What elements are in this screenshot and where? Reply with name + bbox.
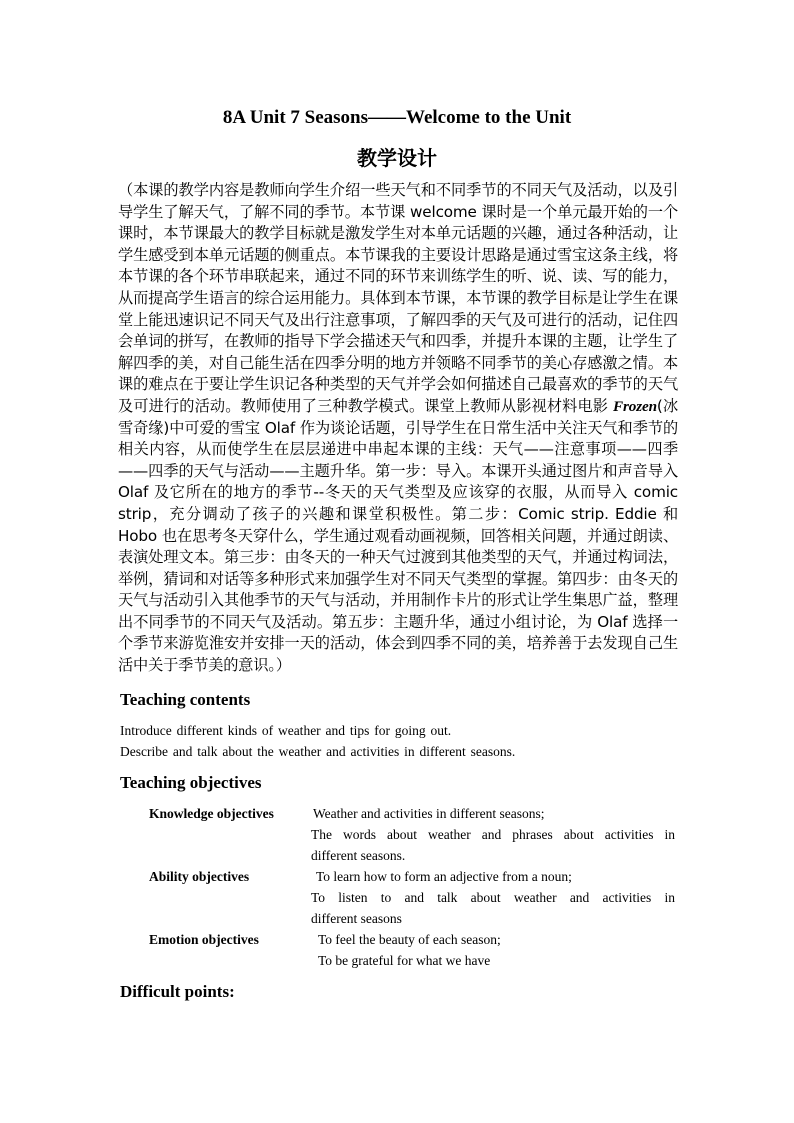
intro-frozen-title: Frozen xyxy=(613,397,657,415)
ability-objective-line-2: To listen to and talk about weather and activities in xyxy=(311,890,675,905)
document-subtitle: 教学设计 xyxy=(357,146,437,170)
intro-paragraph xyxy=(118,180,678,677)
knowledge-objective-line-2: The words about weather and phrases about activities in xyxy=(311,827,675,842)
ability-objective-line-1: To learn how to form an adjective from a noun; xyxy=(316,869,572,884)
teaching-contents-line-2: Describe and talk about the weather and activities in different seasons. xyxy=(120,744,516,759)
teaching-objectives-heading: Teaching objectives xyxy=(120,773,262,792)
emotion-objectives-label: Emotion objectives xyxy=(149,932,259,947)
teaching-contents-line-1: Introduce different kinds of weather and tips for going out. xyxy=(120,723,452,738)
intro-text-part2: (冰雪奇缘)中可爱的雪宝 Olaf 作为谈论话题，引导学生在日常生活中关注天气和季节的相关内容，从而使学生在层层递进中串起本课的主线：天气——注意事项——四季——四季的天气与活动——主题升华。第一步：导入。本课开头通过图片和声音导入 Olaf 及它所在的地方的季节--冬天的天气类型及应该穿的衣服，从而导入 comic strip，充分调动了孩子的兴趣和课堂积极性。第二步：Comic strip. Eddie 和 Hobo 也在思考冬天穿什么，学生通过观看动画视频，回答相关问题，并通过朗读、表演处理文本。第三步：由冬天的一种天气过渡到其他类型的天气，并通过构词法，举例，猜词和对话等多种形式来加强学生对不同天气类型的掌握。第四步：由冬天的天气与活动引入其他季节的天气与活动，并用制作卡片的形式让学生集思广益，整理出不同季节的不同天气及活动。第五步：主题升华，通过小组讨论，为 Olaf 选择一个季节来游览淮安并安排一天的活动，体会到四季不同的美，培养善于去发现自己生活中关于季节美的意识。） xyxy=(118,396,678,675)
teaching-contents-heading: Teaching contents xyxy=(120,690,251,709)
knowledge-objectives-label: Knowledge objectives xyxy=(149,806,274,821)
knowledge-objective-line-1: Weather and activities in different seasons; xyxy=(313,806,545,821)
difficult-points-heading: Difficult points: xyxy=(120,982,235,1001)
knowledge-objective-line-3: different seasons. xyxy=(311,848,406,863)
emotion-objective-line-2: To be grateful for what we have xyxy=(318,953,491,968)
intro-text-part1: （本课的教学内容是教师向学生介绍一些天气和不同季节的不同天气及活动，以及引导学生了解天气，了解不同的季节。本节课 welcome 课时是一个单元最开始的一个课时，本节课最大的教学目标就是激发学生对本单元话题的兴趣，通过各种活动，让学生感受到本单元话题的侧重点。本节课我的主要设计思路是通过雪宝这条主线，将本节课的各个环节串联起来，通过不同的环节来训练学生的听、说、读、写的能力，从而提高学生语言的综合运用能力。具体到本节课，本节课的教学目标是让学生在课堂上能迅速识记不同天气及出行注意事项，了解四季的天气及可进行的活动，记住四会单词的拼写，在教师的指导下学会描述天气和四季，并提升本课的主题，让学生了解四季的美，对自己能生活在四季分明的地方并领略不同季节的美心存感激之情。本课的难点在于要让学生识记各种类型的天气并学会如何描述自己最喜欢的季节的天气及可进行的活动。教师使用了三种教学模式。课堂上教师从影视材料电影 xyxy=(118,181,678,415)
ability-objectives-label: Ability objectives xyxy=(149,869,250,884)
emotion-objective-line-1: To feel the beauty of each season; xyxy=(318,932,501,947)
ability-objective-line-3: different seasons xyxy=(311,911,402,926)
document-title: 8A Unit 7 Seasons——Welcome to the Unit xyxy=(222,107,572,128)
